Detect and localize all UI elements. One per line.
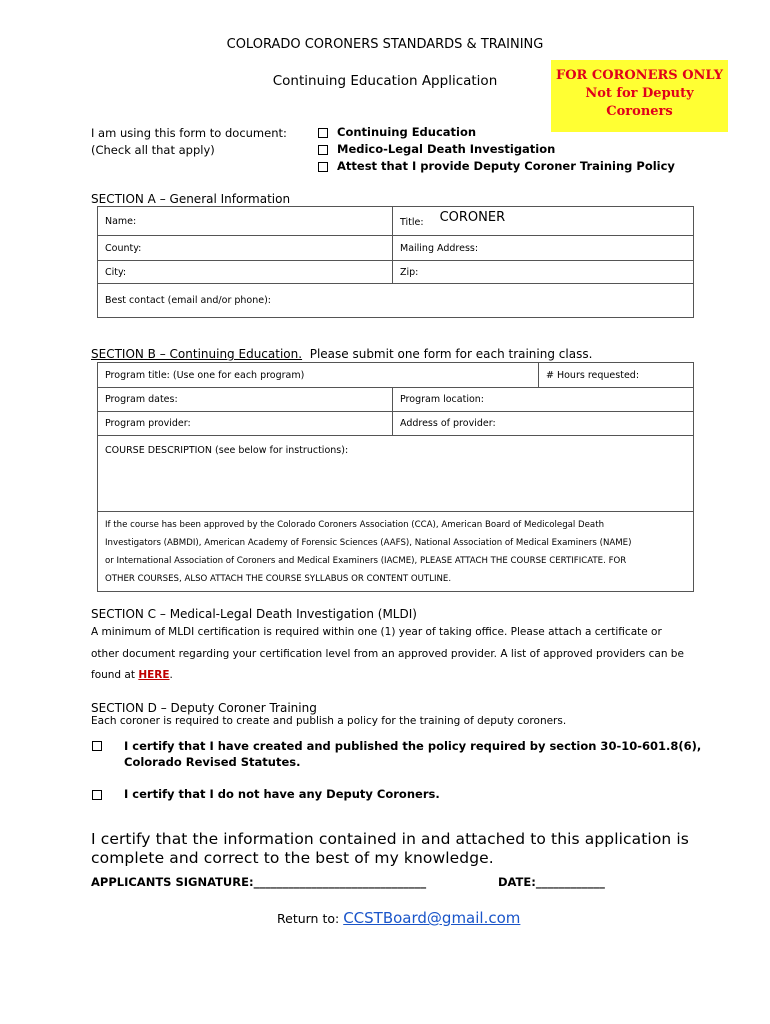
notice-line-3: Coroners: [606, 104, 673, 119]
certify-no-deputies-text: I certify that I do not have any Deputy Coroners.: [124, 787, 440, 801]
date-line[interactable]: DATE:____________: [498, 875, 605, 889]
form-title: COLORADO CORONERS STANDARDS & TRAINING: [226, 37, 544, 52]
attestation-statement: I certify that the information contained in and attached to this application is complete and correct to the best of my knowledge.: [91, 830, 689, 867]
section-c-text: A minimum of MLDI certification is required within one (1) year of taking office. Please attach a certificate or other document regarding your certification level from an approved provider. A list of approved providers can be found at HERE.: [91, 626, 684, 681]
purpose-options: [318, 124, 675, 175]
program-location-field[interactable]: Program location:: [393, 388, 694, 412]
signature-line[interactable]: APPLICANTS SIGNATURE:______________________________: [91, 875, 427, 889]
county-field[interactable]: County:: [98, 236, 393, 261]
section-d-intro: Each coroner is required to create and publish a policy for the training of deputy coroners.: [91, 715, 567, 727]
checkbox[interactable]: [318, 145, 328, 155]
option-deputy-training[interactable]: Attest that I provide Deputy Coroner Training Policy: [318, 158, 675, 175]
certify-policy-text: I certify that I have created and published the policy required by section 30-10-601.8(6), Colorado Revised Statutes.: [124, 739, 702, 769]
program-title-field[interactable]: Program title: (Use one for each program): [98, 363, 539, 388]
hours-requested-field[interactable]: # Hours requested:: [539, 363, 694, 388]
notice-line-1: FOR CORONERS ONLY: [556, 68, 723, 83]
checkbox[interactable]: [318, 128, 328, 138]
course-description-field[interactable]: COURSE DESCRIPTION (see below for instructions):: [98, 436, 694, 512]
form-subtitle: Continuing Education Application: [272, 73, 498, 89]
section-b-table: [97, 362, 694, 592]
mailing-address-field[interactable]: Mailing Address:: [393, 236, 694, 261]
option-mldi[interactable]: Medico-Legal Death Investigation: [318, 141, 675, 158]
title-value: CORONER: [439, 209, 506, 225]
purpose-label: [91, 125, 287, 159]
purpose-label-line-2: (Check all that apply): [91, 143, 215, 157]
return-email-link[interactable]: CCSTBoard@gmail.com: [343, 909, 521, 927]
title-field[interactable]: Title: CORONER: [393, 207, 694, 236]
return-to: Return to: CCSTBoard@gmail.com: [277, 909, 521, 927]
section-d-heading: SECTION D – Deputy Coroner Training: [91, 701, 317, 715]
notice-line-2: Not for Deputy: [585, 86, 694, 101]
best-contact-field[interactable]: Best contact (email and/or phone):: [98, 284, 694, 318]
course-instructions: If the course has been approved by the Colorado Coroners Association (CCA), American Board of Medicolegal Death Investigators (ABMDI), American Academy of Forensic Sciences (AAFS), National Association of Medical Examiners (NAME) or International Association of Coroners and Medical Examiners (IACME), PLEASE ATTACH THE COURSE CERTIFICATE. FOR OTHER COURSES, ALSO ATTACH THE COURSE SYLLABUS OR CONTENT OUTLINE.: [98, 512, 694, 592]
checkbox[interactable]: [318, 162, 328, 172]
section-b-heading: SECTION B – Continuing Education. Please submit one form for each training class.: [91, 347, 593, 361]
approved-providers-link[interactable]: HERE: [138, 669, 170, 681]
zip-field[interactable]: Zip:: [393, 261, 694, 284]
name-field[interactable]: Name:: [98, 207, 393, 236]
purpose-label-line-1: I am using this form to document:: [91, 126, 287, 140]
coroners-only-notice: [551, 60, 728, 132]
option-continuing-education[interactable]: Continuing Education: [318, 124, 675, 141]
certify-no-deputies-checkbox[interactable]: [92, 790, 102, 800]
city-field[interactable]: City:: [98, 261, 393, 284]
program-dates-field[interactable]: Program dates:: [98, 388, 393, 412]
section-a-heading: SECTION A – General Information: [91, 192, 291, 206]
section-c-heading: SECTION C – Medical-Legal Death Investigation (MLDI): [91, 607, 417, 621]
provider-address-field[interactable]: Address of provider:: [393, 412, 694, 436]
certify-policy-checkbox[interactable]: [92, 741, 102, 751]
program-provider-field[interactable]: Program provider:: [98, 412, 393, 436]
section-a-table: [97, 206, 694, 318]
